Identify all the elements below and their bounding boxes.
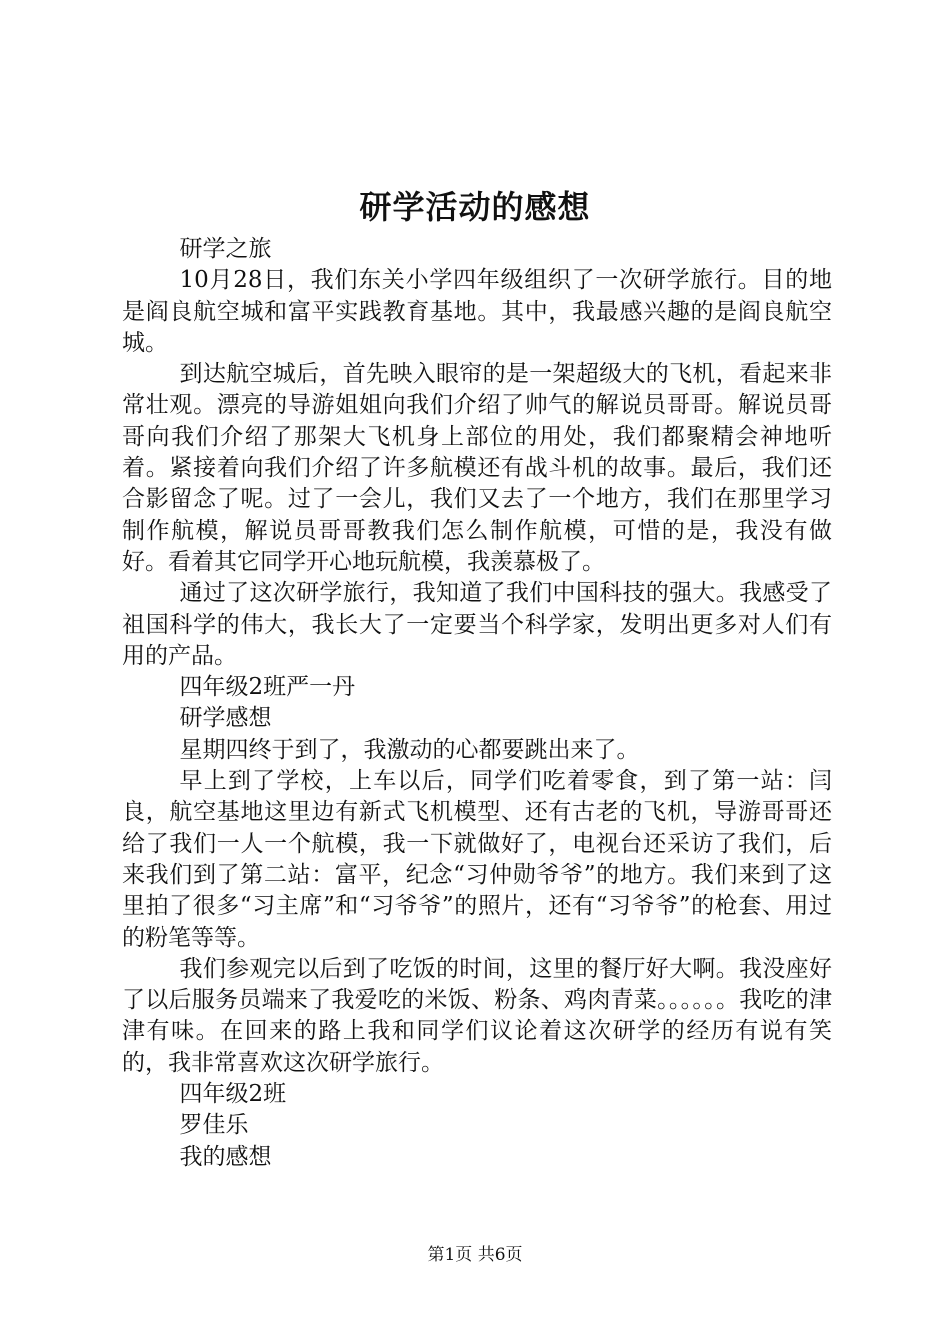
paragraph: 通过了这次研学旅行，我知道了我们中国科技的强大。我感受了祖国科学的伟大，我长大了一定要当个科学家，发明出更多对人们有用的产品。 xyxy=(122,580,832,669)
paragraph: 到达航空城后，首先映入眼帘的是一架超级大的飞机，看起来非常壮观。漂亮的导游姐姐向我们介绍了帅气的解说员哥哥。解说员哥哥向我们介绍了那架大飞机身上部位的用处，我们都聚精会神地听着。紧接着向我们介绍了许多航模还有战斗机的故事。最后，我们还合影留念了呢。过了一会儿，我们又去了一个地方，我们在那里学习制作航模，解说员哥哥教我们怎么制作航模，可惜的是，我没有做好。看着其它同学开心地玩航模，我羡慕极了。 xyxy=(122,361,832,575)
document-title: 研学活动的感想 xyxy=(359,188,591,226)
paragraph: 早上到了学校，上车以后，同学们吃着零食，到了第一站：闫良，航空基地这里边有新式飞机模型、还有古老的飞机，导游哥哥还给了我们一人一个航模，我一下就做好了，电视台还采访了我们，后来我们到了第二站：富平，纪念“习仲勋爷爷”的地方。我们来到了这里拍了很多“习主席”和“习爷爷”的照片，还有“习爷爷”的枪套、用过的粉笔等等。 xyxy=(122,768,832,951)
paragraph-heading-1: 研学之旅 xyxy=(179,236,272,262)
page-number: 第1页 共6页 xyxy=(427,1245,523,1265)
document-body xyxy=(122,234,832,1173)
author-class: 四年级2班 xyxy=(179,1081,287,1108)
author-name: 罗佳乐 xyxy=(179,1112,249,1139)
paragraph-heading-3: 我的感想 xyxy=(179,1143,272,1170)
paragraph: 10月28日，我们东关小学四年级组织了一次研学旅行。目的地是阎良航空城和富平实践教育基地。其中，我最感兴趣的是阎良航空城。 xyxy=(122,267,832,356)
author-signature: 四年级2班严一丹 xyxy=(179,674,356,701)
paragraph: 星期四终于到了，我激动的心都要跳出来了。 xyxy=(179,736,640,763)
paragraph: 我们参观完以后到了吃饭的时间，这里的餐厅好大啊。我没座好了以后服务员端来了我爱吃的米饭、粉条、鸡肉青菜。。。。。。我吃的津津有味。在回来的路上我和同学们议论着这次研学的经历有说有笑的，我非常喜欢这次研学旅行。 xyxy=(122,955,832,1076)
paragraph-heading-2: 研学感想 xyxy=(179,705,272,732)
